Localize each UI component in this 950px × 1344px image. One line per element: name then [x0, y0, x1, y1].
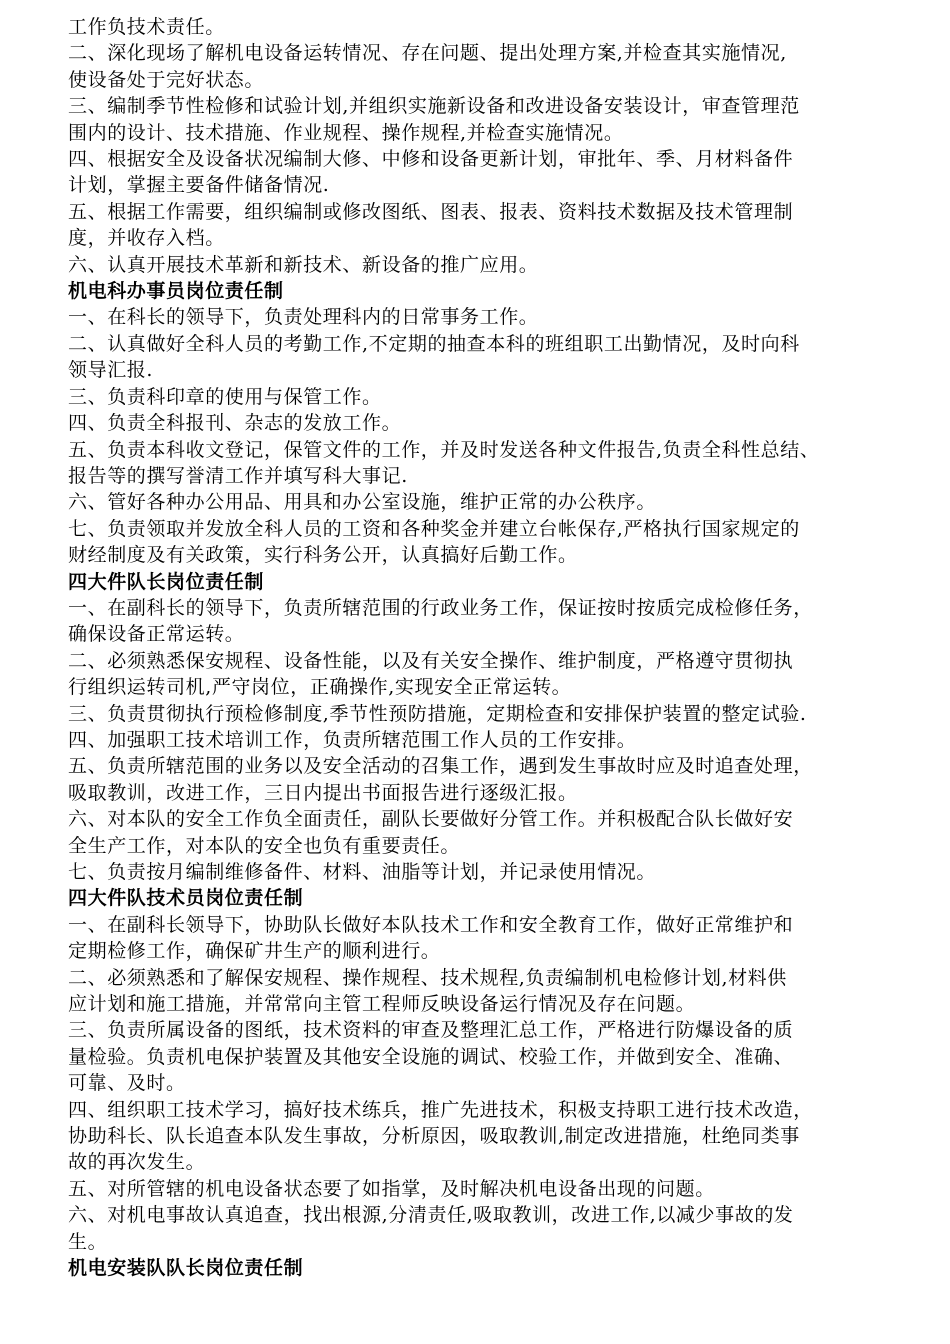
text-line: 二、深化现场了解机电设备运转情况、存在问题、提出处理方案,并检查其实施情况, — [68, 42, 787, 65]
text-line: 五、负责本科收文登记，保管文件的工作，并及时发送各种文件报告,负责全科性总结、 — [68, 438, 820, 461]
text-line: 六、对本队的安全工作负全面责任，副队长要做好分管工作。并积极配合队长做好安 — [68, 808, 794, 831]
text-line: 吸取教训，改进工作，三日内提出书面报告进行逐级汇报。 — [68, 781, 578, 804]
text-line: 财经制度及有关政策，实行科务公开，认真搞好后勤工作。 — [68, 544, 578, 567]
text-line: 定期检修工作，确保矿井生产的顺利进行。 — [68, 940, 441, 963]
text-line: 四、组织职工技术学习，搞好技术练兵，推广先进技术，积极支持职工进行技术改造， — [68, 1098, 813, 1121]
text-line: 三、负责贯彻执行预检修制度,季节性预防措施，定期检查和安排保护装置的整定试验. — [68, 702, 807, 725]
text-line: 领导汇报. — [68, 359, 154, 382]
text-line: 行组织运转司机,严守岗位，正确操作,实现安全正常运转。 — [68, 676, 572, 699]
text-line: 五、根据工作需要，组织编制或修改图纸、图表、报表、资料技术数据及技术管理制 — [68, 200, 794, 223]
section-heading: 机电安装队队长岗位责任制 — [68, 1257, 304, 1280]
text-line: 五、对所管辖的机电设备状态要了如指掌，及时解决机电设备出现的问题。 — [68, 1177, 715, 1200]
text-line: 三、负责科印章的使用与保管工作。 — [68, 385, 382, 408]
text-line: 故的再次发生。 — [68, 1151, 206, 1174]
text-line: 三、编制季节性检修和试验计划,并组织实施新设备和改进设备安装设计，审查管理范 — [68, 95, 800, 118]
text-line: 四、负责全科报刊、杂志的发放工作。 — [68, 412, 402, 435]
text-line: 五、负责所辖范围的业务以及安全活动的召集工作，遇到发生事故时应及时追查处理， — [68, 755, 813, 778]
text-line: 全生产工作，对本队的安全也负有重要责任。 — [68, 834, 461, 857]
text-line: 一、在科长的领导下，负责处理科内的日常事务工作。 — [68, 306, 539, 329]
text-line: 协助科长、队长追查本队发生事故，分析原因，吸取教训,制定改进措施，杜绝同类事 — [68, 1125, 800, 1148]
text-line: 四、加强职工技术培训工作，负责所辖范围工作人员的工作安排。 — [68, 728, 637, 751]
text-line: 二、必须熟悉保安规程、设备性能，以及有关安全操作、维护制度，严格遵守贯彻执 — [68, 649, 794, 672]
text-line: 七、负责领取并发放全科人员的工资和各种奖金并建立台帐保存,严格执行国家规定的 — [68, 517, 800, 540]
text-line: 报告等的撰写誉清工作并填写科大事记. — [68, 464, 408, 487]
text-line: 可靠、及时。 — [68, 1072, 186, 1095]
text-line: 七、负责按月编制维修备件、材料、油脂等计划，并记录使用情况。 — [68, 861, 657, 883]
document-body — [68, 14, 910, 1282]
text-line: 生。 — [68, 1230, 108, 1253]
text-line: 量检验。负责机电保护装置及其他安全设施的调试、校验工作，并做到安全、准确、 — [68, 1045, 794, 1068]
text-line: 计划，掌握主要备件储备情况. — [68, 174, 330, 197]
section-heading: 机电科办事员岗位责任制 — [68, 280, 284, 303]
text-line: 二、必须熟悉和了解保安规程、操作规程、技术规程,负责编制机电检修计划,材料供 — [68, 966, 787, 989]
text-line: 一、在副科长的领导下，负责所辖范围的行政业务工作，保证按时按质完成检修任务， — [68, 596, 813, 619]
text-line: 确保设备正常运转。 — [68, 623, 245, 646]
text-line: 四、根据安全及设备状况编制大修、中修和设备更新计划，审批年、季、月材料备件 — [68, 148, 794, 171]
text-line: 围内的设计、技术措施、作业规程、操作规程,并检查实施情况。 — [68, 121, 624, 144]
text-line: 一、在副科长领导下，协助队长做好本队技术工作和安全教育工作，做好正常维护和 — [68, 913, 794, 936]
text-line: 度，并收存入档。 — [68, 227, 225, 250]
text-line: 二、认真做好全科人员的考勤工作,不定期的抽查本科的班组职工出勤情况，及时向科 — [68, 332, 800, 355]
text-line: 六、认真开展技术革新和新技术、新设备的推广应用。 — [68, 253, 539, 276]
text-line: 工作负技术责任。 — [68, 16, 225, 38]
section-heading: 四大件队技术员岗位责任制 — [68, 887, 304, 910]
section-heading: 四大件队长岗位责任制 — [68, 570, 265, 593]
text-line: 使设备处于完好状态。 — [68, 68, 265, 91]
text-line: 三、负责所属设备的图纸，技术资料的审查及整理汇总工作，严格进行防爆设备的质 — [68, 1019, 794, 1042]
text-line: 应计划和施工措施，并常常向主管工程师反映设备运行情况及存在问题。 — [68, 993, 696, 1016]
text-line: 六、管好各种办公用品、用具和办公室设施，维护正常的办公秩序。 — [68, 491, 657, 514]
text-line: 六、对机电事故认真追查，找出根源,分清责任,吸取教训，改进工作,以减少事故的发 — [68, 1204, 794, 1227]
